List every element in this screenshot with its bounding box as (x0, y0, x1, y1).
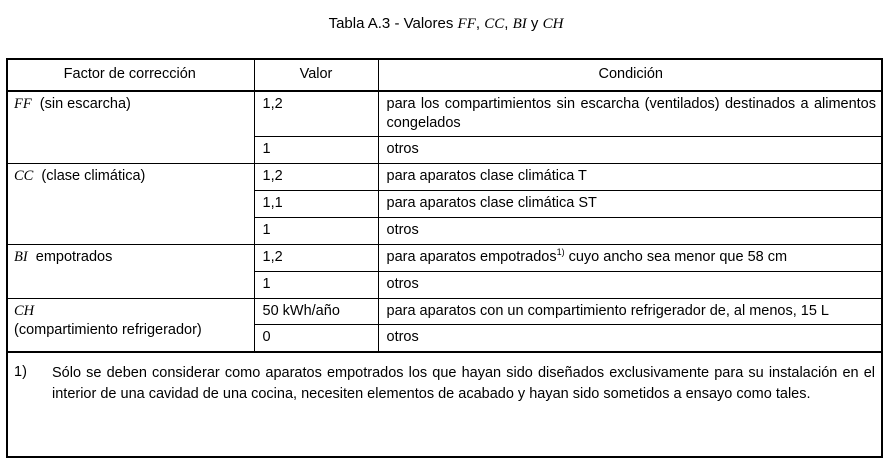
factor-label: (clase climática) (41, 168, 146, 184)
condition-cell: para aparatos clase climática T (378, 164, 883, 191)
table-frame (6, 58, 883, 458)
factor-label: empotrados (35, 249, 113, 265)
value-cell: 1 (254, 137, 378, 164)
value-cell: 0 (254, 325, 378, 353)
header-factor: Factor de corrección (6, 58, 254, 91)
value-cell: 50 kWh/año (254, 299, 378, 325)
value-cell: 1 (254, 218, 378, 245)
footnote-number: 1) (14, 364, 27, 380)
caption-var-bi: BI (512, 16, 527, 32)
caption-var-cc: CC (484, 16, 505, 32)
table-caption (0, 15, 892, 33)
header-condicion: Condición (378, 58, 883, 91)
condition-cell: para aparatos con un compartimiento refrigerador de, al menos, 15 L (378, 299, 883, 325)
header-valor: Valor (254, 58, 378, 91)
footnote-text: Sólo se deben considerar como aparatos empotrados los que hayan sido diseñados exclusivamente para su instalación en el interior de una cavidad de una cocina, necesiten elementos de acabado y hayan sido sometidos a ensayo como tales. (52, 365, 875, 402)
condition-cell: otros (378, 272, 883, 299)
caption-var-ch: CH (542, 16, 564, 32)
factor-symbol: CH (14, 303, 35, 319)
factor-symbol: CC (14, 168, 34, 184)
condition-cell: para los compartimientos sin escarcha (ventilados) destinados a alimentos congelados (378, 91, 883, 137)
value-cell: 1,2 (254, 245, 378, 272)
factor-label: (sin escarcha) (39, 96, 131, 112)
caption-var-ff: FF (457, 16, 476, 32)
value-cell: 1,2 (254, 91, 378, 137)
factor-label: (compartimiento refrigerador) (14, 322, 202, 338)
caption-prefix: Tabla A.3 - Valores (328, 15, 454, 32)
factor-symbol: BI (14, 249, 28, 265)
caption-sep: , (504, 15, 509, 32)
footnote-ref: 1) (556, 247, 565, 258)
condition-cell: otros (378, 137, 883, 164)
condition-text: para aparatos empotrados (386, 249, 557, 265)
caption-conj: y (530, 15, 539, 32)
caption-sep: , (475, 15, 481, 32)
factor-symbol: FF (14, 96, 32, 112)
condition-cell: otros (378, 218, 883, 245)
condition-cell: otros (378, 325, 883, 353)
value-cell: 1,1 (254, 191, 378, 218)
value-cell: 1,2 (254, 164, 378, 191)
value-cell: 1 (254, 272, 378, 299)
condition-cell: para aparatos clase climática ST (378, 191, 883, 218)
condition-text: cuyo ancho sea menor que 58 cm (564, 249, 788, 265)
